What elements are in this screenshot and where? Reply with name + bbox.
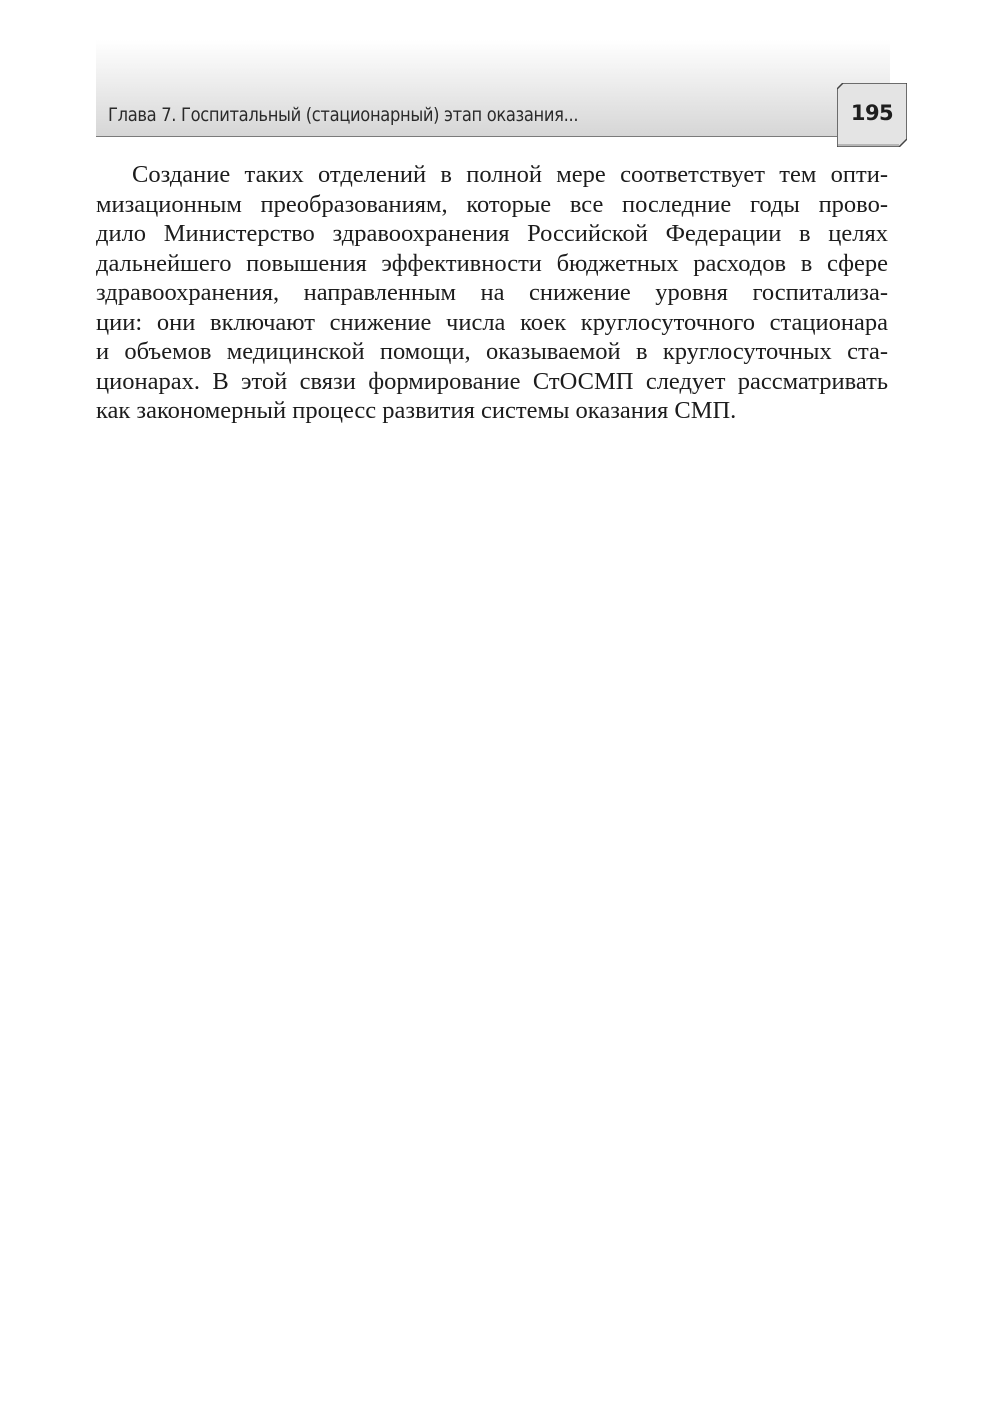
text-line: мизационным преобразованиям, которые все последние годы прово-: [96, 190, 888, 218]
text-line: как закономерный процесс развития системы оказания СМП.: [96, 397, 737, 424]
chapter-running-title: Глава 7. Госпитальный (стационарный) этап оказания...: [108, 104, 579, 126]
page-number-tab: [837, 83, 907, 147]
text-line: дальнейшего повышения эффективности бюджетных расходов в сфере: [96, 249, 888, 277]
text-line: дило Министерство здравоохранения Российской Федерации в целях: [96, 220, 888, 247]
text-line: ции: они включают снижение числа коек круглосуточного стационара: [96, 308, 888, 336]
text-line: и объемов медицинской помощи, оказываемой в круглосуточных ста-: [96, 338, 888, 365]
body-paragraph: [96, 160, 888, 426]
text-line: Создание таких отделений в полной мере соответствует тем опти-: [132, 161, 888, 188]
text-line: ционарах. В этой связи формирование СтОСМП следует рассматривать: [96, 367, 888, 395]
running-header: [96, 40, 890, 137]
page-number: 195: [850, 101, 894, 125]
text-line: здравоохранения, направленным на снижение уровня госпитализа-: [96, 279, 888, 306]
